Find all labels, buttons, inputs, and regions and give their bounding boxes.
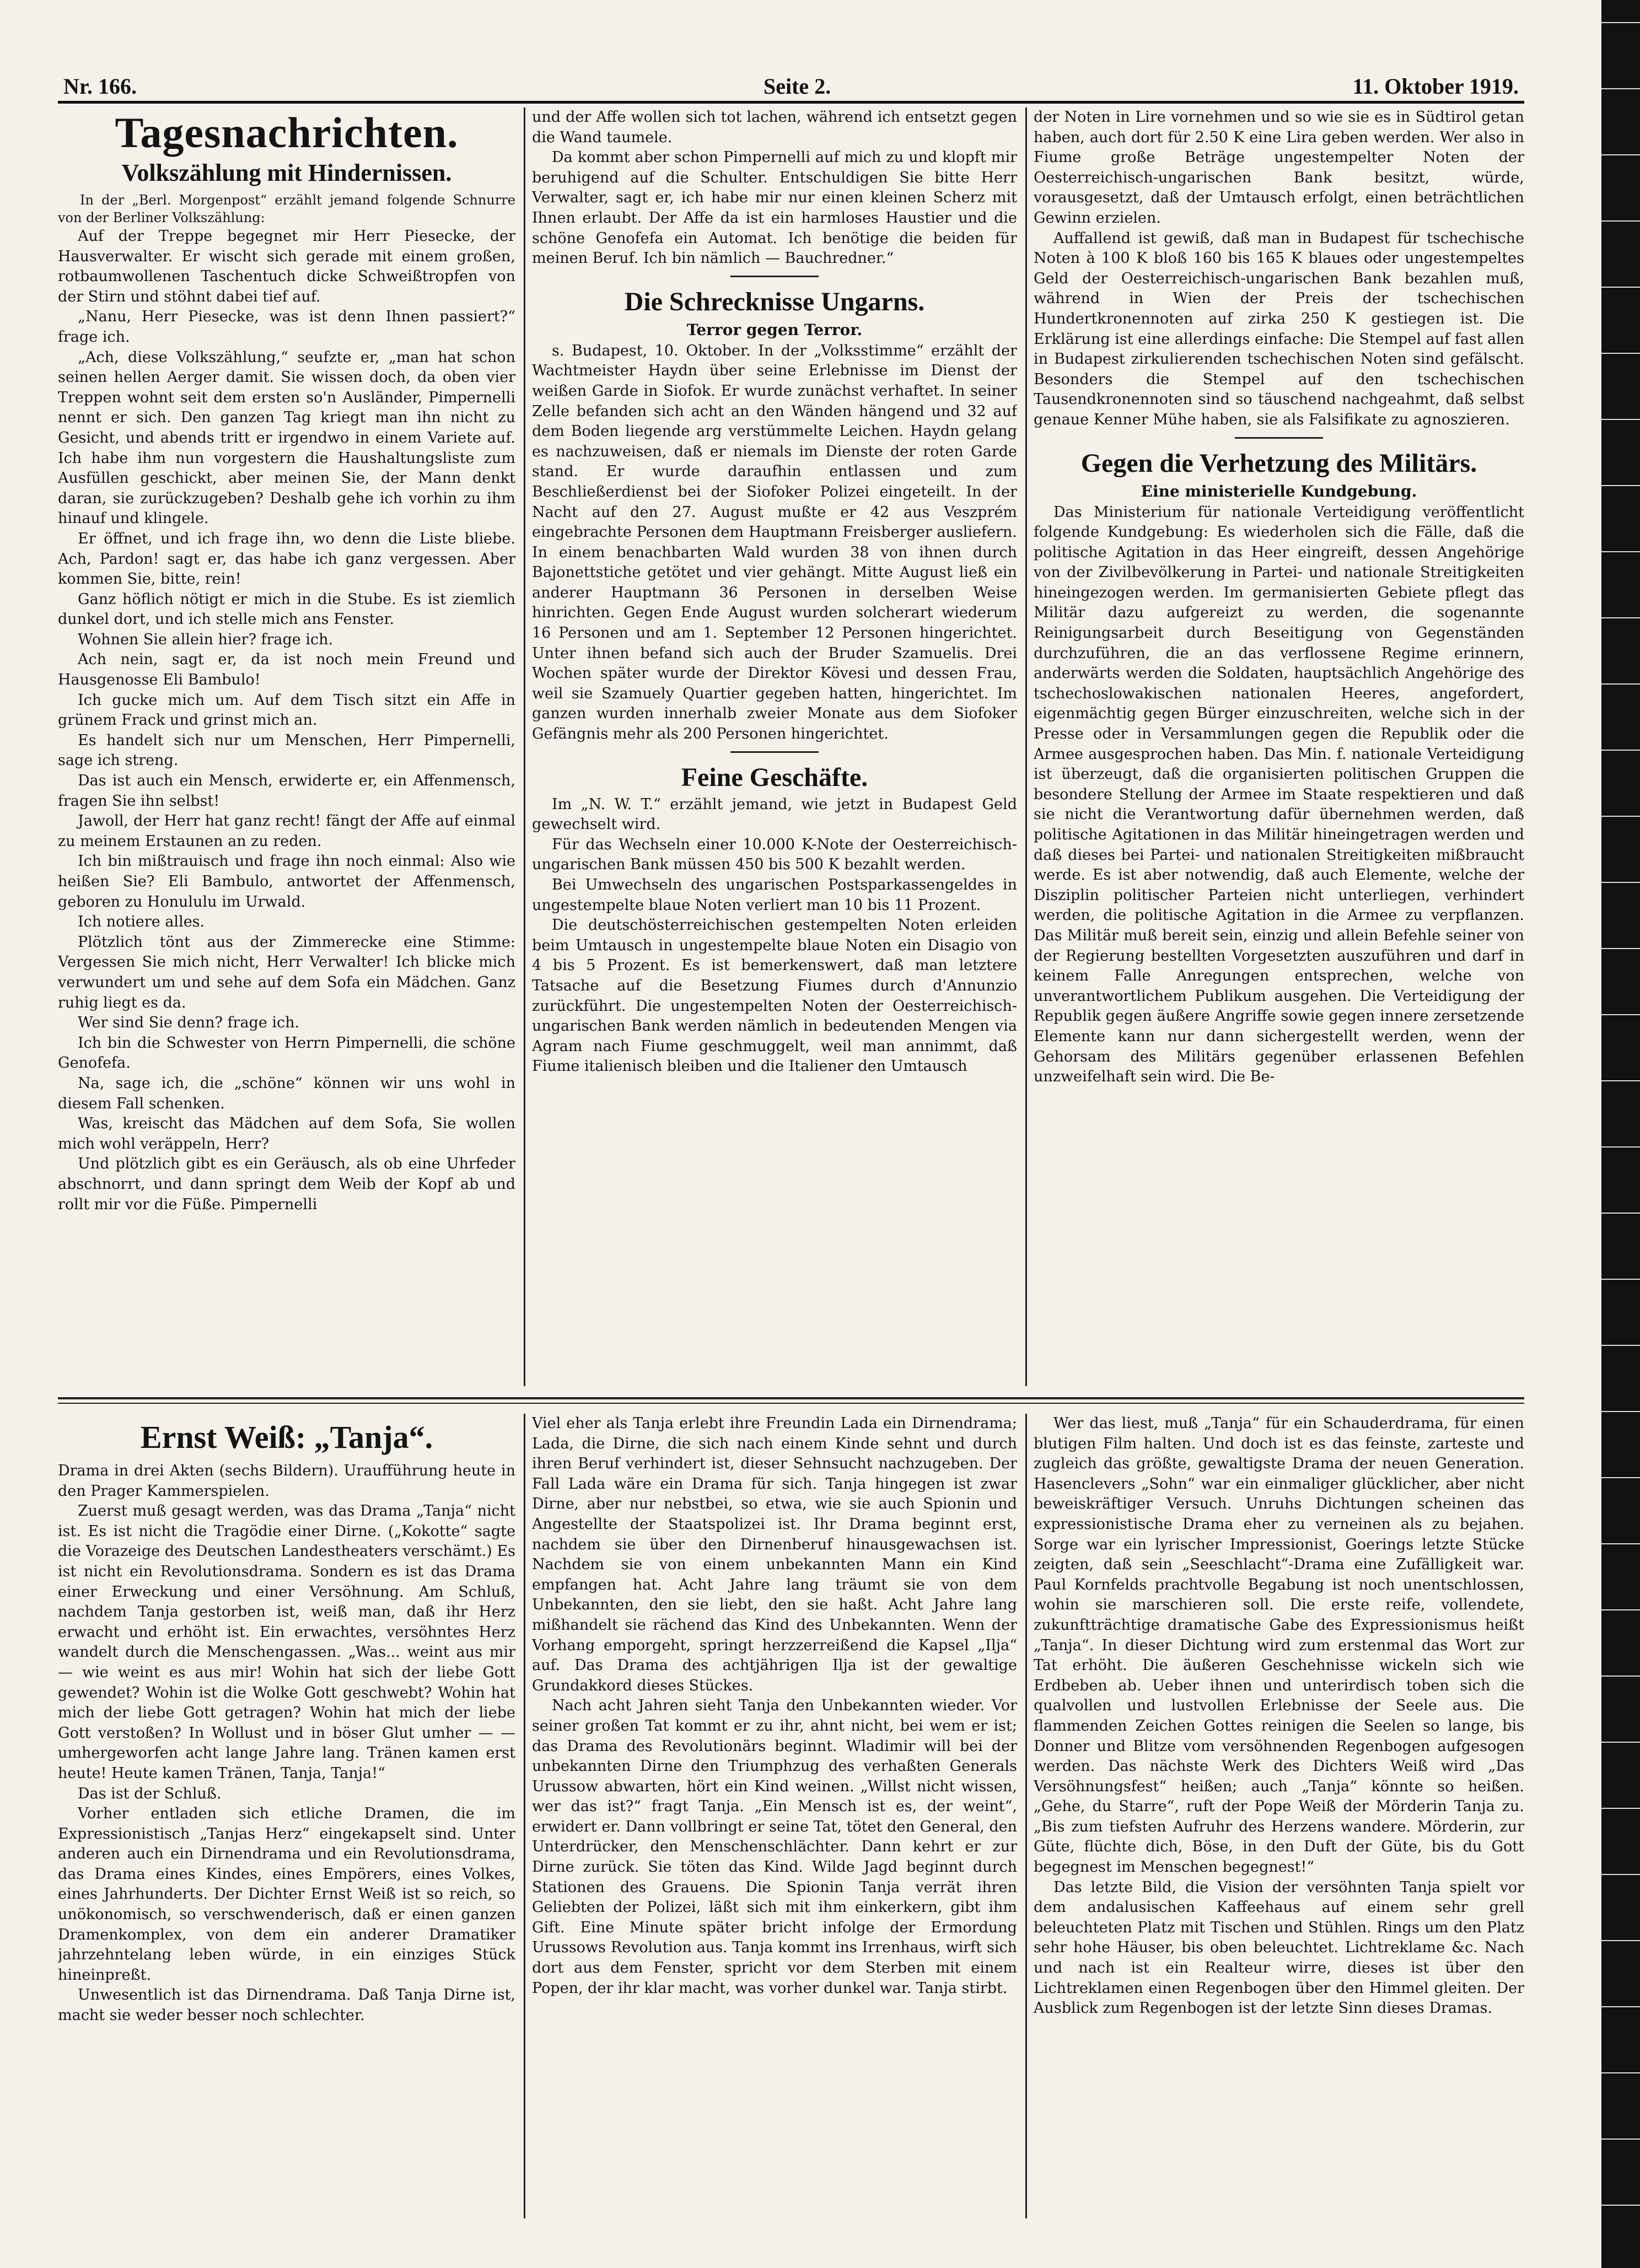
page-header <box>58 63 1524 102</box>
article-title-volkszaehlung: Volkszählung mit Hindernissen. <box>121 159 452 186</box>
feuilleton-column-2 <box>532 1414 1017 2224</box>
feuilleton-lead: Drama in drei Akten (sechs Bildern). Uraufführung heute in den Prager Kammerspielen. <box>58 1462 515 1500</box>
paragraph: Jawoll, der Herr hat ganz recht! fängt der Affe auf einmal zu meinem Erstaunen an zu reden. <box>58 812 515 850</box>
paragraph: Ich notiere alles. <box>78 913 205 931</box>
article-subtitle: Terror gegen Terror. <box>686 320 863 339</box>
article-divider <box>730 276 819 277</box>
paragraph: s. Budapest, 10. Oktober. In der „Volksstimme“ erzählt der Wachtmeister Haydn über seine Erlebnisse im Dienst der weißen Garde in Siofok. Er wurde zunächst verhaftet. In seiner Zelle befanden sich acht an den Wänden hängend und 32 auf dem Boden liegende arg verstümmelte Leichen. Haydn gelang es nachzuweisen, daß er niemals im Dienste der roten Garde stand. Er wurde daraufhin entlassen und zum Beschließerdienst bei der Siofoker Polizei eingeteilt. In der Nacht auf den 27. August mußte er 42 aus Veszprém eingebrachte Personen dem Hauptmann Freisberger ausliefern. In einem benachbarten Wald wurden 38 von ihnen durch Bajonettstiche getötet und vier gehängt. Mitte August ließ ein anderer Hauptmann 36 Personen in derselben Weise hinrichten. Gegen Ende August wurden solcherart wiederum 16 Personen und am 1. September 12 Personen hingerichtet. Unter ihnen befand sich auch der Bruder Szamuelis. Drei Wochen später wurde der Direktor Kövesi und dessen Frau, weil sie Szamuely Quartier gegeben hatten, hingerichtet. Im ganzen wurden innerhalb zweier Monate aus dem Siofoker Gefängnis mehr als 200 Personen hingerichtet. <box>532 342 1017 743</box>
column-divider <box>524 1414 525 2218</box>
column-3 <box>1034 107 1524 1392</box>
paragraph: Wohnen Sie allein hier? frage ich. <box>78 631 334 648</box>
paragraph: und der Affe wollen sich tot lachen, während ich entsetzt gegen die Wand taumele. <box>532 109 1017 146</box>
paragraph: Es handelt sich nur um Menschen, Herr Pimpernelli, sage ich streng. <box>58 731 515 769</box>
article-lead: In der „Berl. Morgenpost“ erzählt jemand folgende Schnurre von der Berliner Volkszählung: <box>58 192 515 225</box>
paragraph: Das ist auch ein Mensch, erwiderte er, ein Affenmensch, fragen Sie ihn selbst! <box>58 772 515 810</box>
newspaper-page <box>58 63 1524 2229</box>
article-subtitle: Eine ministerielle Kundgebung. <box>1141 482 1417 500</box>
page-number: Seite 2. <box>763 74 831 99</box>
paragraph: Ich bin mißtrauisch und frage ihn noch einmal: Also wie heißen Sie? Eli Bambulo, antwortet der Affenmensch, geboren zu Honululu im Urwald. <box>58 853 515 911</box>
paragraph: Vorher entladen sich etliche Dramen, die im Expressionistisch „Tanjas Herz“ eingekapselt sind. Unter anderen auch ein Dirnendrama und ein Revolutionsdrama, das Drama eines Kindes, eines Empörers, eines Volkes, eines Jahrhunderts. Der Dichter Ernst Weiß ist so reich, so unökonomisch, so verschwenderisch, daß er einen ganzen Dramenkomplex, von dem ein anderer Dramatiker jahrzehntelang leben würde, in ein einziges Stück hineinpreßt. <box>58 1805 515 1984</box>
paragraph: Wer sind Sie denn? frage ich. <box>78 1014 300 1032</box>
paragraph: Ich bin die Schwester von Herrn Pimpernelli, die schöne Genofefa. <box>58 1034 515 1072</box>
paragraph: Na, sage ich, die „schöne“ können wir uns wohl in diesem Fall schenken. <box>58 1074 515 1112</box>
paragraph: Er öffnet, und ich frage ihn, wo denn die Liste bliebe. Ach, Pardon! sagt er, das habe ich ganz vergessen. Aber kommen Sie, bitte, rein! <box>58 530 515 588</box>
feuilleton-rule <box>58 1403 1524 1404</box>
paragraph: Das letzte Bild, die Vision der versöhnten Tanja spielt vor dem andalusischen Kaffeehaus auf einem sehr grell beleuchteten Platz mit Tischen und Stühlen. Rings um den Platz sehr hohe Häuser, bis oben beleuchtet. Lichtreklame &c. Nach und nach ist ein Realteur wirre, dieses ist über den Lichtreklamen einen Regenbogen über den Himmel gleiten. Der Ausblick zum Regenbogen ist der letzte Sinn dieses Dramas. <box>1034 1878 1524 2017</box>
paragraph: Viel eher als Tanja erlebt ihre Freundin Lada ein Dirnendrama; Lada, die Dirne, die sich nach einem Kinde sehnt und durch ihren Beruf verhindert ist, dieser Sehnsucht nachzugeben. Der Fall Lada wäre ein Drama für sich. Tanja hingegen ist zwar Dirne, aber nur nebstbei, so etwa, wie sie auch Spionin und Angestellte der Staatspolizei ist. Ihr Drama beginnt erst, nachdem sie über den Dirnenberuf hinausgewachsen ist. Nachdem sie von einem unbekannten Mann ein Kind empfangen hat. Acht Jahre lang träumt sie von dem Unbekannten, den sie liebt, den sie haßt. Acht Jahre lang mißhandelt sie rächend das Kind des Unbekannten. Wenn der Vorhang emporgeht, springt herzzerreißend die Kapsel „Ilja“ auf. Das Drama des achtjährigen Ilja ist der gewaltige Grundakkord dieses Stückes. <box>532 1415 1017 1694</box>
paragraph: „Nanu, Herr Piesecke, was ist denn Ihnen passiert?“ frage ich. <box>58 308 515 346</box>
column-divider <box>1025 1414 1027 2218</box>
issue-date: 11. Oktober 1919. <box>1352 74 1519 99</box>
paragraph: Für das Wechseln einer 10.000 K-Note der Oesterreichisch-ungarischen Bank müssen 450 bis 500 K bezahlt werden. <box>532 836 1017 874</box>
header-rule <box>58 101 1524 104</box>
article-divider <box>730 751 819 753</box>
feuilleton-rule <box>58 1397 1524 1399</box>
feuilleton-title: Ernst Weiß: „Tanja“. <box>140 1419 433 1455</box>
paragraph: Bei Umwechseln des ungarischen Postsparkassengeldes in ungestempelte blaue Noten verliert man 10 bis 11 Prozent. <box>532 876 1017 914</box>
paragraph: Und plötzlich gibt es ein Geräusch, als ob eine Uhrfeder abschnorrt, und dann springt dem Weib der Kopf ab und rollt mir vor die Füße. Pimpernelli <box>58 1155 515 1213</box>
column-divider <box>524 107 525 1386</box>
paragraph: Das ist der Schluß. <box>78 1785 222 1802</box>
section-title: Tagesnachrichten. <box>115 109 459 157</box>
column-2 <box>532 107 1017 1392</box>
article-title-militaer: Gegen die Verhetzung des Militärs. <box>1080 448 1477 478</box>
paragraph: Zuerst muß gesagt werden, was das Drama „Tanja“ nicht ist. Es ist nicht die Tragödie einer Dirne. („Kokotte“ sagte die Vorazeige des Deutschen Landestheaters verschämt.) Es ist nicht ein Revolutionsdrama. Sondern es ist das Drama einer Erweckung und einer Versöhnung. Am Schluß, nachdem Tanja gestorben ist, weiß man, daß ihr Herz erwacht und erhöht ist. Ein erwachtes, versöhntes Herz wandelt durch die Menschengassen. „Was... weint aus mir — wie weint es aus mir! Wohin hat sich der liebe Gott gewendet? Wohin ist die Wolke Gott geschwebt? Wohin hat mich der liebe Gott getragen? Wohin hat mich der liebe Gott verstoßen? In Wollust und in böser Glut umher — — umhergeworfen acht lange Jahre lang. Tränen kamen erst heute! Heute kamen Tränen, Tanja, Tanja!“ <box>58 1502 515 1782</box>
paragraph: der Noten in Lire vornehmen und so wie sie es in Südtirol getan haben, auch dort für 2.50 K eine Lira geben werden. Wer also in Fiume große Beträge ungestempelter Noten der Oesterreichisch-ungarischen Bank besitzt, würde, vorausgesetzt, daß der Umtausch erfolgt, einen beträchtlichen Gewinn erzielen. <box>1034 109 1524 227</box>
column-divider <box>1025 107 1027 1386</box>
paragraph: Unwesentlich ist das Dirnendrama. Daß Tanja Dirne ist, macht sie weder besser noch schlechter. <box>58 1986 515 2024</box>
article-title-geschaefte: Feine Geschäfte. <box>681 762 868 792</box>
paragraph: Plötzlich tönt aus der Zimmerecke eine Stimme: Vergessen Sie mich nicht, Herr Verwalter! Ich blicke mich verwundert um und sehe auf dem Sofa ein Mädchen. Ganz ruhig liegt es da. <box>58 933 515 1011</box>
article-divider <box>1235 437 1323 439</box>
feuilleton-column-1 <box>58 1414 515 2224</box>
paragraph: Auf der Treppe begegnet mir Herr Piesecke, der Hausverwalter. Er wischt sich gerade mit einem großen, rotbaumwollenen Taschentuch dicke Schweißtropfen von der Stirn und stöhnt dabei tief auf. <box>58 228 515 305</box>
paragraph: „Ach, diese Volkszählung,“ seufzte er, „man hat schon seinen hellen Aerger damit. Sie wissen doch, da oben vier Treppen wohnt seit dem ersten so'n Ausländer, Pimpernelli nennt er sich. Den ganzen Tag kriegt man ihn nicht zu Gesicht, und abends tritt er irgendwo in einem Variete auf. Ich habe ihm nun vorgestern die Haushaltungsliste zum Ausfüllen geschickt, aber meinen Sie, der Mann denkt daran, sie zurückzugeben? Deshalb gehe ich vorhin zu ihm hinauf und klingele. <box>58 348 515 527</box>
paragraph: Was, kreischt das Mädchen auf dem Sofa, Sie wollen mich wohl veräppeln, Herr? <box>58 1115 515 1152</box>
column-1 <box>58 107 515 1392</box>
paragraph: Die deutschösterreichischen gestempelten Noten erleiden beim Umtausch in ungestempelte blaue Noten ein Disagio von 4 bis 5 Prozent. Es ist bemerkenswert, daß man letztere Tatsache auf die Besetzung Fiumes durch d'Annunzio zurückführt. Die ungestempelten Noten der Oesterreichisch-ungarischen Bank werden nämlich in bedeutenden Mengen via Agram nach Fiume geschmuggelt, weil man annimmt, daß Fiume italienisch bleiben und die Italiener den Umtausch <box>532 917 1017 1075</box>
paragraph: Das Ministerium für nationale Verteidigung veröffentlicht folgende Kundgebung: Es wiederholen sich die Fälle, daß die politische Agitation in das Heer eingreift, dessen Angehörige von der Zivilbevölkerung in Partei- und nationale Streitigkeiten hineingezogen werden. Im germanisierten Gebiete pflegt das Militär dazu aufgereizt zu werden, die sogenannte Reinigungsarbeit durch Beseitigung von Gegenständen durchzuführen, die an das verflossene Regime erinnern, anderwärts werden die Soldaten, hauptsächlich Angehörige des tschechoslowakischen nationalen Heeres, angefordert, eigenmächtig gegen Bürger einzuschreiten, welche sich in der Presse oder in Versammlungen gegen die Republik oder die Armee ausgesprochen haben. Das Min. f. nationale Verteidigung ist überzeugt, daß die organisierten politischen Gruppen die besondere Stellung der Armee im Staate respektieren und daß sie nicht die Verantwortung dafür übernehmen werden, daß politische Agitationen in das Militär hineingetragen werden und daß dieses bei Partei- und nationalen Streitigkeiten mißbraucht werde. Es ist aber notwendig, daß auch Elemente, welche der Disziplin politischer Parteien nicht unterliegen, verhindert werden, die politische Agitation in die Armee zu verpflanzen. Das Militär muß bereit sein, einzig und allein Befehle seiner von der Regierung bestellten Vorgesetzten auszuführen und darf in keinem Falle Anregungen entsprechen, welche von unverantwortlichem Publikum ausgehen. Die Verteidigung der Republik gegen äußere Angriffe sowie gegen innere zersetzende Elemente kann nur dann sichergestellt werden, wenn der Gehorsam des Militärs gegenüber erlassenen Befehlen unzweifelhaft sein wird. Die Be- <box>1034 503 1524 1086</box>
paragraph: Auffallend ist gewiß, daß man in Budapest für tschechische Noten à 100 K bloß 160 bis 165 K blaues oder ungestempeltes Geld der Oesterreichisch-ungarischen Bank bezahlen muß, während in Wien der Preis der tschechischen Hundertkronennoten auf zirka 250 K gestiegen ist. Die Erklärung ist eine allerdings einfache: Die Stempel auf fast allen in Budapest zirkulierenden tschechischen Noten sind gefälscht. Besonders die Stempel auf den tschechischen Tausendkronennoten sind so täuschend nachgeahmt, daß selbst genaue Kenner Mühe haben, sie als Falsifikate zu agnoszieren. <box>1034 229 1524 428</box>
article-title-ungarn: Die Schrecknisse Ungarns. <box>624 287 925 316</box>
paragraph: Ich gucke mich um. Auf dem Tisch sitzt ein Affe in grünem Frack und grinst mich an. <box>58 691 515 729</box>
paragraph: Ach nein, sagt er, da ist noch mein Freund und Hausgenosse Eli Bambulo! <box>58 651 515 689</box>
paragraph: Da kommt aber schon Pimpernelli auf mich zu und klopft mir beruhigend auf die Schulter. Entschuldigen Sie bitte Herr Verwalter, sagt er, ich habe mir nur einen kleinen Scherz mit Ihnen erlaubt. Der Affe da ist ein harmloses Haustier und die schöne Genofefa ein Automat. Ich benötige die beiden für meinen Beruf. Ich bin nämlich — Bauchredner.“ <box>532 149 1017 267</box>
scan-edge <box>1601 0 1640 2268</box>
issue-number: Nr. 166. <box>63 74 137 99</box>
paragraph: Ganz höflich nötigt er mich in die Stube. Es ist ziemlich dunkel dort, und ich stelle mich ans Fenster. <box>58 590 515 628</box>
paragraph: Im „N. W. T.“ erzählt jemand, wie jetzt in Budapest Geld gewechselt wird. <box>532 795 1017 833</box>
feuilleton-column-3 <box>1034 1414 1524 2224</box>
paragraph: Nach acht Jahren sieht Tanja den Unbekannten wieder. Vor seiner großen Tat kommt er zu ihr, ahnt nicht, bei wem er ist; das Drama des Revolutionärs beginnt. Wladimir will bei der unbekannten Dirne den Triumphzug des verhaßten Generals Urussow abwarten, hört ein Kind weinen. „Willst nicht wissen, wer das ist?“ fragt Tanja. „Ein Mensch ist es, der weint“, erwidert er. Dann vollbringt er seine Tat, tötet den General, den Unterdrücker, den Menschenschlächter. Dann kehrt er zur Dirne zurück. Sie töten das Kind. Wilde Jagd beginnt durch Stationen des Grauens. Die Spionin Tanja verrät ihren Geliebten der Polizei, läßt sich mit ihm einkerkern, gibt ihm Gift. Eine Minute später bricht infolge der Ermordung Urussows Revolution aus. Tanja kommt ins Irrenhaus, wirft sich dort aus dem Fenster, spricht vor dem Sterben mit einem Popen, der ihr klar macht, was vorher dunkel war. Tanja stirbt. <box>532 1697 1017 1997</box>
paragraph: Wer das liest, muß „Tanja“ für ein Schauderdrama, für einen blutigen Film halten. Und doch ist es das feinste, zarteste und zugleich das größte, gewaltigste Drama der neuen Generation. Hasenclevers „Sohn“ war ein einmaliger glücklicher, aber nicht beweiskräftiger Versuch. Unruhs Dichtungen scheinen das expressionistische Drama eher zu verneinen als zu bejahen. Sorge war ein lyrischer Impressionist, Goerings letzte Stücke zeigten, daß sein „Seeschlacht“-Drama eine Zufälligkeit war. Paul Kornfelds prachtvolle Begabung ist noch unentschlossen, wohin sie marschieren soll. Die erste reife, vollendete, zukunftträchtige dramatische Gabe des Expressionismus heißt „Tanja“. In dieser Dichtung wird zum erstenmal das Wort zur Tat erhöht. Die äußeren Geschehnisse wickeln sich wie Erdbeben ab. Ueber ihnen und unterirdisch toben sich die qualvollen und lustvollen Erlebnisse der Seele aus. Die flammenden Zeichen Gottes reinigen die Seelen so lange, bis Donner und Blitze vom versöhnenden Regenbogen aufgesogen werden. Das nächste Werk des Dichters Weiß wird „Das Versöhnungsfest“ heißen; auch „Tanja“ könnte so heißen. „Gehe, du Starre“, ruft der Pope Weiß der Mörderin Tanja zu. „Bis zum tiefsten Aufruhr des Herzens wandere. Mörderin, zur Güte, flüchte dich, Böse, in den Duft der Güte, bis du Gott begegnest im Menschen begegnest!“ <box>1034 1415 1524 1876</box>
